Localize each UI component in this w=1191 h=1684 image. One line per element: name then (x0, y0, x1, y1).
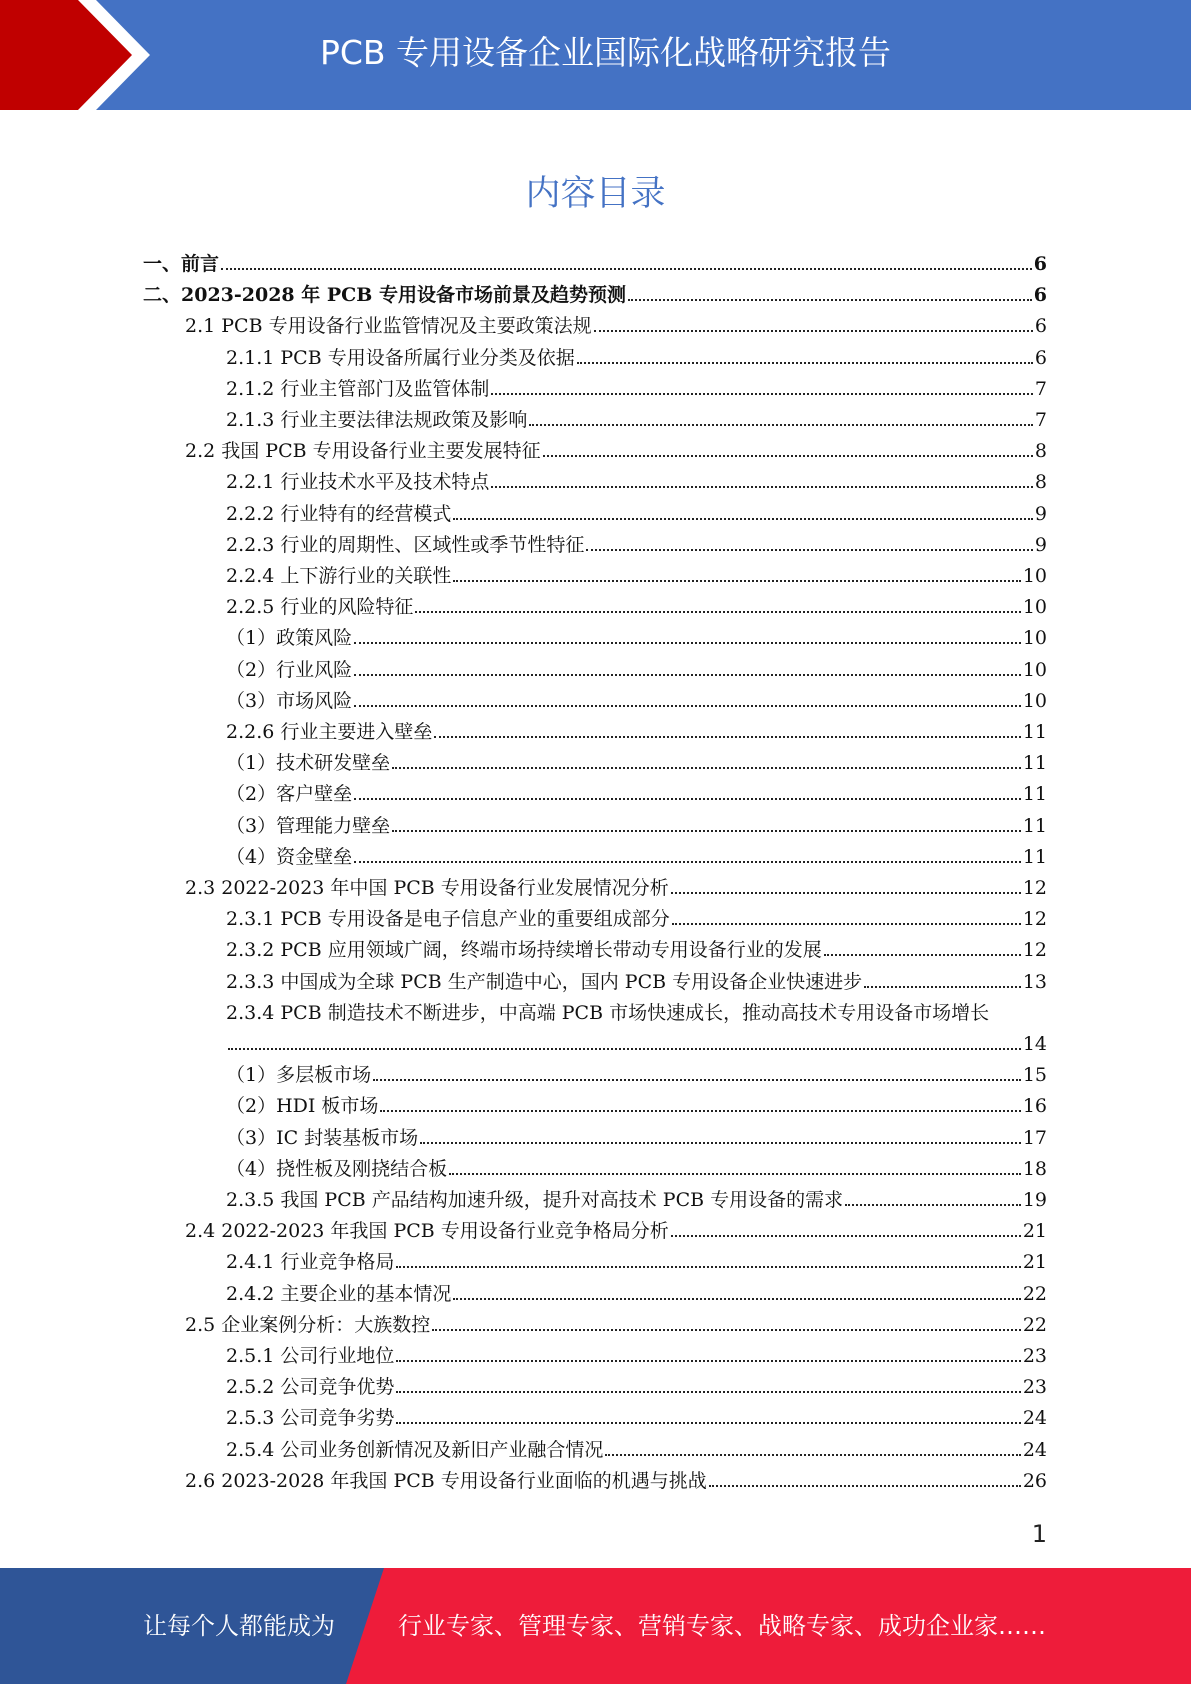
toc-entry-title: 2.2 我国 PCB 专用设备行业主要发展特征 (185, 440, 541, 463)
toc-leader-dots (671, 892, 1021, 894)
toc-leader-dots (671, 1235, 1021, 1237)
toc-entry-page: 19 (1022, 1189, 1047, 1211)
toc-entry-page: 10 (1022, 565, 1047, 587)
toc-entry[interactable] (226, 346, 1047, 370)
toc-entry[interactable] (226, 470, 1047, 494)
toc-title: 内容目录 (525, 174, 666, 214)
toc-entry-page: 17 (1022, 1126, 1047, 1149)
toc-leader-dots (709, 1485, 1021, 1487)
toc-entry[interactable] (226, 658, 1047, 682)
toc-entry-page: 12 (1022, 908, 1047, 931)
toc-entry-title: （1）技术研发壁垒 (226, 752, 391, 775)
toc-entry-title: （1）政策风险 (226, 627, 353, 650)
toc-entry[interactable] (143, 283, 1047, 307)
toc-entry[interactable] (226, 533, 1047, 557)
page-header (0, 0, 1191, 110)
toc-entry-page: 6 (1033, 253, 1047, 275)
toc-leader-dots (396, 1422, 1020, 1424)
toc-entry-title: 2.2.5 行业的风险特征 (226, 596, 414, 619)
toc-entry-page: 21 (1022, 1220, 1047, 1243)
toc-entry[interactable] (226, 1126, 1047, 1150)
toc-leader-dots (594, 330, 1033, 332)
toc-leader-dots (543, 455, 1033, 457)
toc-entry[interactable] (226, 377, 1047, 401)
toc-entry[interactable] (226, 1438, 1047, 1462)
header-title: PCB 专用设备企业国际化战略研究报告 (319, 33, 892, 72)
toc-entry-page: 24 (1022, 1407, 1047, 1430)
toc-entry-title: 2.5.3 公司竞争劣势 (226, 1407, 395, 1430)
toc-entry[interactable] (226, 1282, 1047, 1306)
toc-entry-title: （2）客户壁垒 (226, 783, 353, 806)
toc-entry-title: 2.2.3 行业的周期性、区域性或季节性特征 (226, 533, 585, 556)
toc-leader-dots (434, 736, 1020, 738)
toc-entry-page: 22 (1022, 1282, 1047, 1305)
toc-entry[interactable] (185, 314, 1047, 338)
toc-leader-dots (396, 1266, 1020, 1268)
toc-entry-title: 2.4.1 行业竞争格局 (226, 1251, 395, 1274)
toc-entry-page: 7 (1034, 377, 1047, 400)
toc-entry[interactable] (226, 564, 1047, 588)
toc-entry[interactable] (226, 689, 1047, 713)
toc-leader-dots (672, 923, 1021, 925)
toc-entry-title: 2.1 PCB 专用设备行业监管情况及主要政策法规 (185, 315, 592, 338)
toc-entry-title: 2.2.4 上下游行业的关联性 (226, 565, 452, 587)
toc-entry-page: 9 (1034, 533, 1047, 556)
toc-leader-dots (577, 362, 1033, 364)
toc-entry-page: 11 (1022, 752, 1047, 775)
toc-leader-dots (354, 705, 1021, 707)
toc-entry-page: 14 (1022, 1033, 1047, 1055)
toc-leader-dots (380, 1110, 1020, 1112)
toc-entry-page: 10 (1022, 596, 1047, 619)
toc-leader-dots (354, 861, 1021, 863)
toc-entry-page: 16 (1022, 1095, 1047, 1118)
toc-entry-title: （3）管理能力壁垒 (226, 814, 391, 837)
toc-entry[interactable] (226, 938, 1047, 962)
toc-leader-dots (354, 798, 1021, 800)
toc-entry-title: 2.3.5 我国 PCB 产品结构加速升级，提升对高技术 PCB 专用设备的需求 (226, 1189, 844, 1211)
toc-entry-page: 10 (1022, 627, 1047, 650)
toc-leader-dots (449, 1173, 1021, 1175)
toc-leader-dots (420, 1142, 1021, 1144)
toc-entry-page: 12 (1022, 939, 1047, 962)
toc-entry-page: 11 (1022, 845, 1047, 868)
toc-entry-page: 21 (1022, 1251, 1047, 1274)
footer-slogan-left: 让每个人都能成为 (143, 1612, 335, 1640)
toc-entry-title: 2.5.4 公司业务创新情况及新旧产业融合情况 (226, 1438, 604, 1461)
toc-entry[interactable] (226, 1094, 1047, 1118)
toc-entry[interactable] (226, 626, 1047, 650)
toc-entry-title: 2.3.3 中国成为全球 PCB 生产制造中心，国内 PCB 专用设备企业快速进步 (226, 970, 863, 993)
toc-entry-page: 13 (1022, 970, 1047, 993)
toc-leader-dots (491, 486, 1033, 488)
toc-entry[interactable] (226, 408, 1047, 432)
toc-entry[interactable] (185, 876, 1047, 900)
toc-leader-dots (396, 1360, 1020, 1362)
toc-entry[interactable] (185, 1219, 1047, 1243)
toc-entry[interactable] (185, 1469, 1047, 1493)
toc-entry-title: （2）HDI 板市场 (226, 1095, 379, 1118)
toc-leader-dots (228, 1048, 1021, 1050)
toc-leader-dots (491, 393, 1033, 395)
toc-entry-page: 15 (1022, 1064, 1047, 1087)
toc-entry-page: 23 (1022, 1376, 1047, 1399)
toc-entry[interactable] (226, 814, 1047, 838)
toc-leader-dots (453, 580, 1020, 582)
toc-entry[interactable] (226, 595, 1047, 619)
toc-entry-page: 10 (1022, 658, 1047, 681)
footer-slogan-right: 行业专家、管理专家、营销专家、战略专家、成功企业家…… (398, 1612, 1046, 1640)
toc-leader-dots (392, 830, 1021, 832)
toc-entry-title: 二、2023-2028 年 PCB 专用设备市场前景及趋势预测 (143, 284, 626, 307)
toc-entry[interactable] (226, 845, 1047, 869)
toc-entry[interactable] (226, 1375, 1047, 1399)
page-footer (0, 1568, 1191, 1684)
toc-leader-dots (354, 674, 1021, 676)
toc-entry-page: 7 (1034, 409, 1047, 431)
toc-leader-dots (354, 642, 1021, 644)
toc-entry[interactable] (226, 970, 1047, 994)
toc-entry[interactable] (226, 502, 1047, 526)
toc-leader-dots (605, 1454, 1020, 1456)
toc-entry-title: 2.2.2 行业特有的经营模式 (226, 502, 452, 525)
toc-entry[interactable] (185, 1313, 1047, 1337)
toc-leader-dots (586, 549, 1033, 551)
toc-entry[interactable] (226, 1157, 1047, 1181)
toc-entry-title: 2.1.1 PCB 专用设备所属行业分类及依据 (226, 346, 575, 369)
toc-entry-title: （3）市场风险 (226, 689, 353, 712)
toc-entry-title: 2.4 2022-2023 年我国 PCB 专用设备行业竞争格局分析 (185, 1220, 669, 1243)
toc-entry-title: 2.5.1 公司行业地位 (226, 1345, 395, 1367)
toc-entry[interactable] (226, 1406, 1047, 1430)
toc-entry-title: 2.2.1 行业技术水平及技术特点 (226, 471, 490, 494)
toc-leader-dots (453, 518, 1033, 520)
toc-leader-dots (392, 767, 1021, 769)
toc-entry-page: 10 (1022, 689, 1047, 712)
toc-entry-page: 8 (1034, 440, 1047, 463)
toc-leader-dots (396, 1391, 1020, 1393)
toc-leader-dots (415, 611, 1020, 613)
toc-entry-title: 2.6 2023-2028 年我国 PCB 专用设备行业面临的机遇与挑战 (185, 1469, 707, 1492)
toc-entry-title: 2.4.2 主要企业的基本情况 (226, 1282, 452, 1305)
toc-leader-dots (845, 1204, 1021, 1206)
toc-entry-page: 8 (1034, 471, 1047, 494)
toc-entry-title: 2.2.6 行业主要进入壁垒 (226, 721, 433, 743)
toc-entry[interactable] (226, 782, 1047, 806)
toc-entry-page: 26 (1022, 1469, 1047, 1492)
toc-leader-dots (221, 268, 1032, 270)
toc-leader-dots (824, 954, 1021, 956)
toc-entry-page: 6 (1033, 284, 1047, 307)
toc-entry[interactable] (185, 439, 1047, 463)
toc-entry[interactable] (226, 1250, 1047, 1274)
toc-leader-dots (453, 1298, 1020, 1300)
toc-entry-page: 24 (1022, 1438, 1047, 1461)
toc-entry[interactable] (226, 1188, 1047, 1212)
toc-entry-title: 2.5.2 公司竞争优势 (226, 1376, 395, 1399)
toc-entry-page: 6 (1034, 346, 1047, 369)
toc-entry-title: 2.3.4 PCB 制造技术不断进步，中高端 PCB 市场快速成长，推动高技术专用设备市场增长 (226, 1001, 990, 1024)
toc-entry-title: 2.3 2022-2023 年中国 PCB 专用设备行业发展情况分析 (185, 877, 669, 899)
toc-entry[interactable] (226, 751, 1047, 775)
toc-entry-title: （3）IC 封装基板市场 (226, 1126, 419, 1149)
toc-entry-title: 2.5 企业案例分析：大族数控 (185, 1313, 431, 1336)
toc-leader-dots (432, 1329, 1021, 1331)
toc-entry-title: （4）挠性板及刚挠结合板 (226, 1157, 448, 1180)
toc-entry[interactable] (143, 252, 1047, 276)
toc-entry[interactable] (226, 1063, 1047, 1087)
toc-leader-dots (864, 986, 1021, 988)
toc-leader-dots (529, 424, 1033, 426)
page-number: 1 (1031, 1520, 1047, 1548)
toc-entry-page: 11 (1022, 814, 1047, 837)
toc-entry-page: 22 (1022, 1313, 1047, 1336)
toc-leader-dots (628, 299, 1032, 301)
toc-entry-title: 2.3.2 PCB 应用领域广阔，终端市场持续增长带动专用设备行业的发展 (226, 939, 822, 962)
toc-entry-title: （4）资金壁垒 (226, 845, 353, 868)
toc-entry-page: 23 (1022, 1345, 1047, 1367)
toc-entry-page: 18 (1022, 1157, 1047, 1180)
toc-entry-title: 2.1.2 行业主管部门及监管体制 (226, 377, 490, 400)
toc-entry-title: （2）行业风险 (226, 658, 353, 681)
toc-leader-dots (373, 1079, 1021, 1081)
toc-entry-title: 2.1.3 行业主要法律法规政策及影响 (226, 409, 528, 431)
toc-entry-title: 一、前言 (143, 253, 220, 275)
toc-entry-page: 6 (1034, 315, 1047, 338)
toc-entry-page: 11 (1022, 721, 1047, 743)
toc-entry[interactable] (226, 1032, 1047, 1056)
toc-entry-title: 2.3.1 PCB 专用设备是电子信息产业的重要组成部分 (226, 908, 670, 931)
toc-entry[interactable] (226, 907, 1047, 931)
toc-entry[interactable] (226, 720, 1047, 744)
toc-entry-page: 11 (1022, 783, 1047, 806)
toc-entry-page: 12 (1022, 877, 1047, 899)
toc-entry-page: 9 (1034, 502, 1047, 525)
toc-entry-title: （1）多层板市场 (226, 1064, 372, 1087)
toc-entry[interactable] (226, 1344, 1047, 1368)
